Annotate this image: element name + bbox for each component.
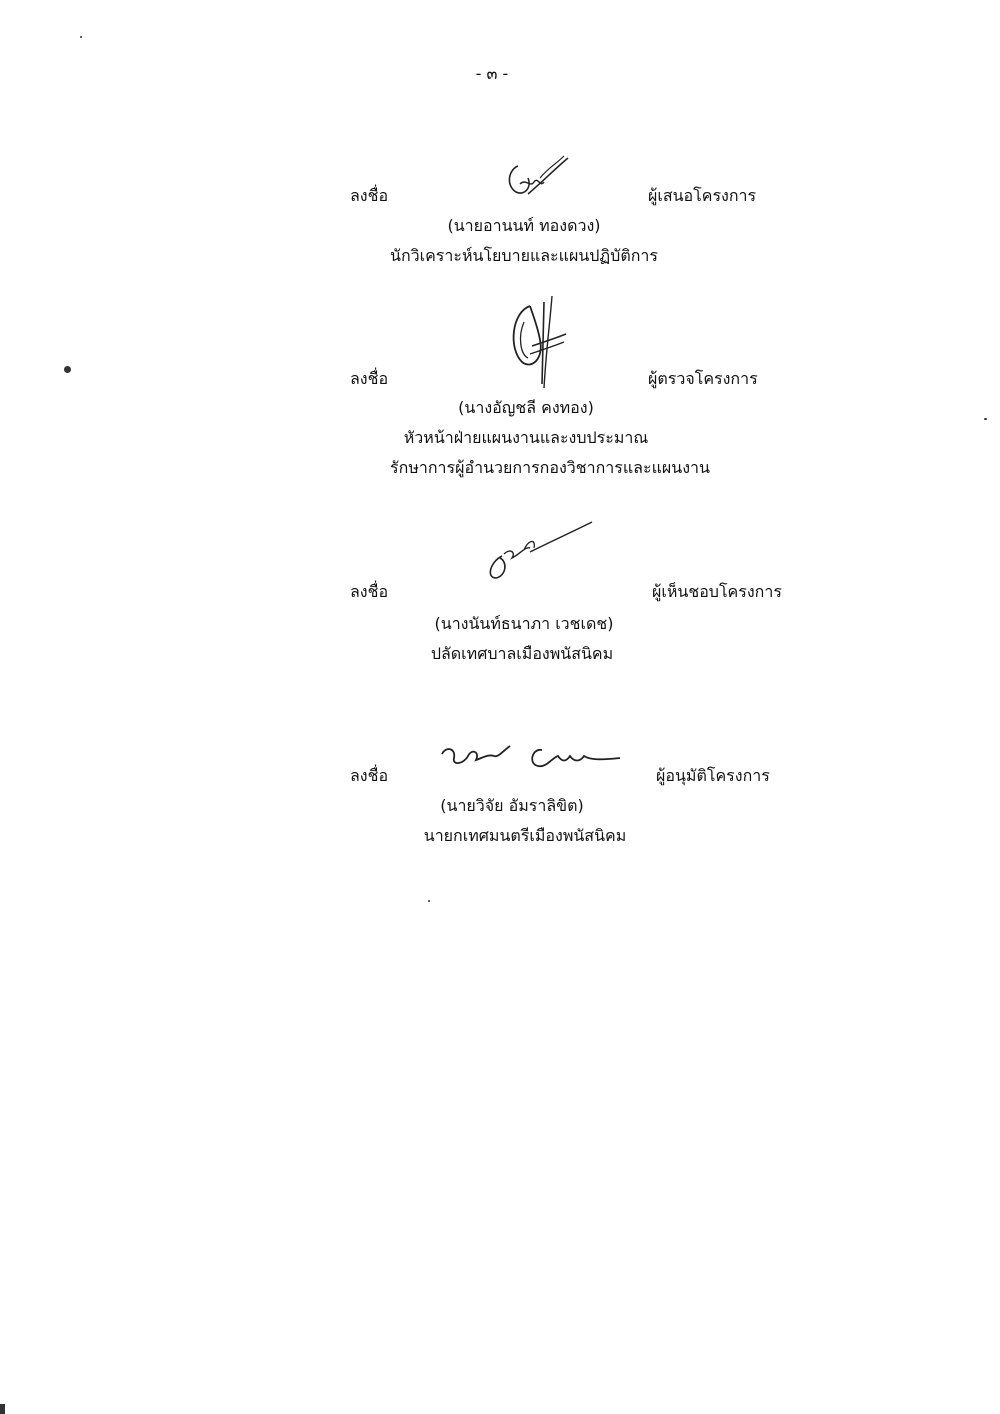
signer-position: ปลัดเทศบาลเมืองพนัสนิคม <box>430 644 614 663</box>
scan-speck <box>0 1404 5 1414</box>
signer-name: (นายวิจัย อัมราลิขิต) <box>440 796 584 815</box>
signer-name: (นายอานนท์ ทองดวง) <box>447 216 601 235</box>
sign-label: ลงชื่อ <box>350 369 389 388</box>
signer-name: (นางอัญชลี คงทอง) <box>458 398 594 417</box>
signer-position-acting: รักษาการผู้อำนวยการกองวิชาการและแผนงาน <box>390 458 710 477</box>
sign-label: ลงชื่อ <box>350 766 389 785</box>
handwritten-signature-icon <box>498 148 578 208</box>
sign-label: ลงชื่อ <box>350 582 389 601</box>
scan-speck <box>428 900 430 902</box>
signer-position: นักวิเคราะห์นโยบายและแผนปฏิบัติการ <box>390 246 658 265</box>
role-label: ผู้เสนอโครงการ <box>648 186 757 205</box>
handwritten-signature-icon <box>480 518 600 588</box>
role-label: ผู้ตรวจโครงการ <box>648 369 758 388</box>
signer-position: หัวหน้าฝ่ายแผนงานและงบประมาณ <box>403 428 649 447</box>
handwritten-signature-icon <box>434 736 634 776</box>
role-label: ผู้อนุมัติโครงการ <box>656 766 770 785</box>
signer-name: (นางนันท์ธนาภา เวชเดช) <box>434 614 614 633</box>
scan-speck <box>984 418 987 420</box>
role-label: ผู้เห็นชอบโครงการ <box>652 582 782 601</box>
sign-label: ลงชื่อ <box>350 186 389 205</box>
scan-speck <box>80 36 82 38</box>
scan-speck <box>64 366 71 373</box>
handwritten-signature-icon <box>504 292 584 392</box>
signer-position: นายกเทศมนตรีเมืองพนัสนิคม <box>423 826 627 845</box>
page-number: - ๓ - <box>475 64 509 83</box>
